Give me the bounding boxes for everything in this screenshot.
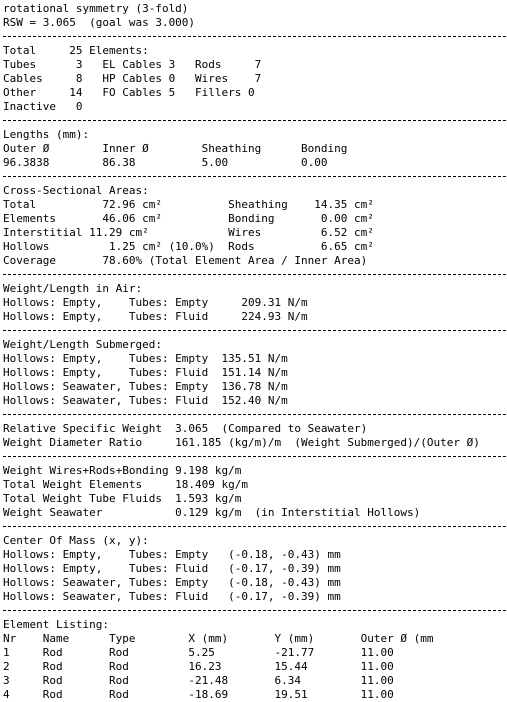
section-divider [3, 456, 506, 457]
weight-row: Total Weight Tube Fluids 1.593 kg/m [3, 492, 242, 505]
specific-weight-row: Weight Diameter Ratio 161.185 (kg/m)/m (Weight Submerged)/(Outer Ø) [3, 436, 480, 449]
specific-weight-row: Relative Specific Weight 3.065 (Compared to Seawater) [3, 422, 368, 435]
element-count-row: Other 14 FO Cables 5 Fillers 0 [3, 86, 255, 99]
weight-submerged-row: Hollows: Seawater, Tubes: Fluid 152.40 N/m [3, 394, 288, 407]
section-divider [3, 36, 506, 37]
center-of-mass-title: Center Of Mass (x, y): [3, 534, 149, 547]
section-divider [3, 526, 506, 527]
weight-air-title: Weight/Length in Air: [3, 282, 143, 295]
center-of-mass-row: Hollows: Empty, Tubes: Fluid (-0.17, -0.39) mm [3, 562, 341, 575]
element-listing-header: Nr Name Type X (mm) Y (mm) Outer Ø (mm [3, 632, 434, 645]
lengths-values: 96.3838 86.38 5.00 0.00 [3, 156, 328, 169]
element-listing-row: 4 Rod Rod -18.69 19.51 11.00 [3, 688, 394, 701]
area-row: Elements 46.06 cm² Bonding 0.00 cm² [3, 212, 374, 225]
weight-submerged-row: Hollows: Seawater, Tubes: Empty 136.78 N/m [3, 380, 288, 393]
element-count-row: Total 25 Elements: [3, 44, 149, 57]
weight-row: Weight Seawater 0.129 kg/m (in Interstitial Hollows) [3, 506, 421, 519]
element-count-row: Cables 8 HP Cables 0 Wires 7 [3, 72, 262, 85]
areas-title: Cross-Sectional Areas: [3, 184, 149, 197]
section-divider [3, 330, 506, 331]
element-listing-row: 1 Rod Rod 5.25 -21.77 11.00 [3, 646, 394, 659]
element-count-row: Tubes 3 EL Cables 3 Rods 7 [3, 58, 262, 71]
section-divider [3, 274, 506, 275]
weight-row: Total Weight Elements 18.409 kg/m [3, 478, 249, 491]
weight-air-row: Hollows: Empty, Tubes: Fluid 224.93 N/m [3, 310, 308, 323]
lengths-header: Outer Ø Inner Ø Sheathing Bonding [3, 142, 348, 155]
area-row: Hollows 1.25 cm² (10.0%) Rods 6.65 cm² [3, 240, 374, 253]
element-count-row: Inactive 0 [3, 100, 83, 113]
element-listing-row: 2 Rod Rod 16.23 15.44 11.00 [3, 660, 394, 673]
center-of-mass-row: Hollows: Seawater, Tubes: Empty (-0.18, -0.43) mm [3, 576, 341, 589]
lengths-title: Lengths (mm): [3, 128, 90, 141]
section-divider [3, 120, 506, 121]
section-divider [3, 414, 506, 415]
weight-submerged-title: Weight/Length Submerged: [3, 338, 162, 351]
element-listing-title: Element Listing: [3, 618, 109, 631]
rsw-line: RSW = 3.065 (goal was 3.000) [3, 16, 196, 29]
weight-submerged-row: Hollows: Empty, Tubes: Empty 135.51 N/m [3, 352, 288, 365]
area-row: Coverage 78.60% (Total Element Area / Inner Area) [3, 254, 368, 267]
section-divider [3, 610, 506, 611]
symmetry-line: rotational symmetry (3-fold) [3, 2, 189, 15]
weight-row: Weight Wires+Rods+Bonding 9.198 kg/m [3, 464, 242, 477]
weight-submerged-row: Hollows: Empty, Tubes: Fluid 151.14 N/m [3, 366, 288, 379]
center-of-mass-row: Hollows: Seawater, Tubes: Fluid (-0.17, -0.39) mm [3, 590, 341, 603]
section-divider [3, 176, 506, 177]
area-row: Interstitial 11.29 cm² Wires 6.52 cm² [3, 226, 374, 239]
center-of-mass-row: Hollows: Empty, Tubes: Empty (-0.18, -0.43) mm [3, 548, 341, 561]
weight-air-row: Hollows: Empty, Tubes: Empty 209.31 N/m [3, 296, 308, 309]
area-row: Total 72.96 cm² Sheathing 14.35 cm² [3, 198, 374, 211]
element-listing-row: 3 Rod Rod -21.48 6.34 11.00 [3, 674, 394, 687]
